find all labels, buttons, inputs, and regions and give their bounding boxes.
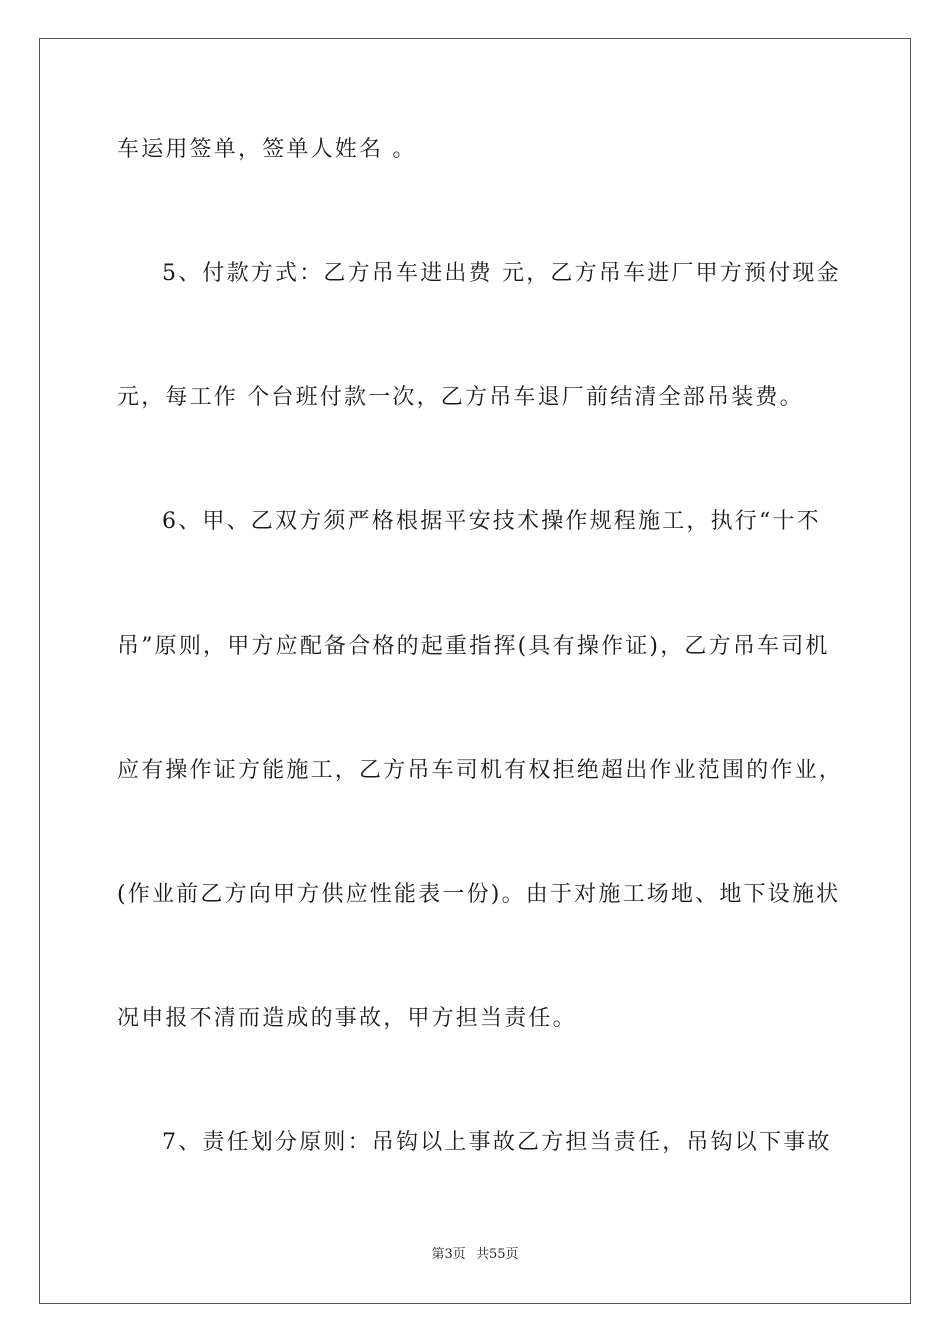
page-number: 第3页 (431, 1247, 466, 1262)
text-line-6: 应有操作证方能施工，乙方吊车司机有权拒绝超出作业范围的作业， (117, 758, 844, 783)
page-total: 共55页 (475, 1247, 519, 1262)
page-footer (0, 1246, 950, 1264)
text-line-8: 况申报不清而造成的事故，甲方担当责任。 (117, 1006, 577, 1031)
text-line-4: 6、甲、乙双方须严格根据平安技术操作规程施工，执行“十不 (162, 509, 821, 534)
text-line-3: 元，每工作 个台班付款一次，乙方吊车退厂前结清全部吊装费。 (117, 385, 804, 410)
page-border (39, 38, 911, 1304)
text-line-5: 吊”原则，甲方应配备合格的起重指挥(具有操作证)，乙方吊车司机 (117, 634, 830, 659)
text-line-9: 7、责任划分原则：吊钩以上事故乙方担当责任，吊钩以下事故 (162, 1130, 832, 1155)
text-line-2: 5、付款方式：乙方吊车进出费 元，乙方吊车进厂甲方预付现金 (162, 261, 841, 286)
text-line-1: 车运用签单，签单人姓名 。 (117, 137, 417, 162)
text-line-7: (作业前乙方向甲方供应性能表一份)。由于对施工场地、地下设施状 (117, 882, 841, 907)
